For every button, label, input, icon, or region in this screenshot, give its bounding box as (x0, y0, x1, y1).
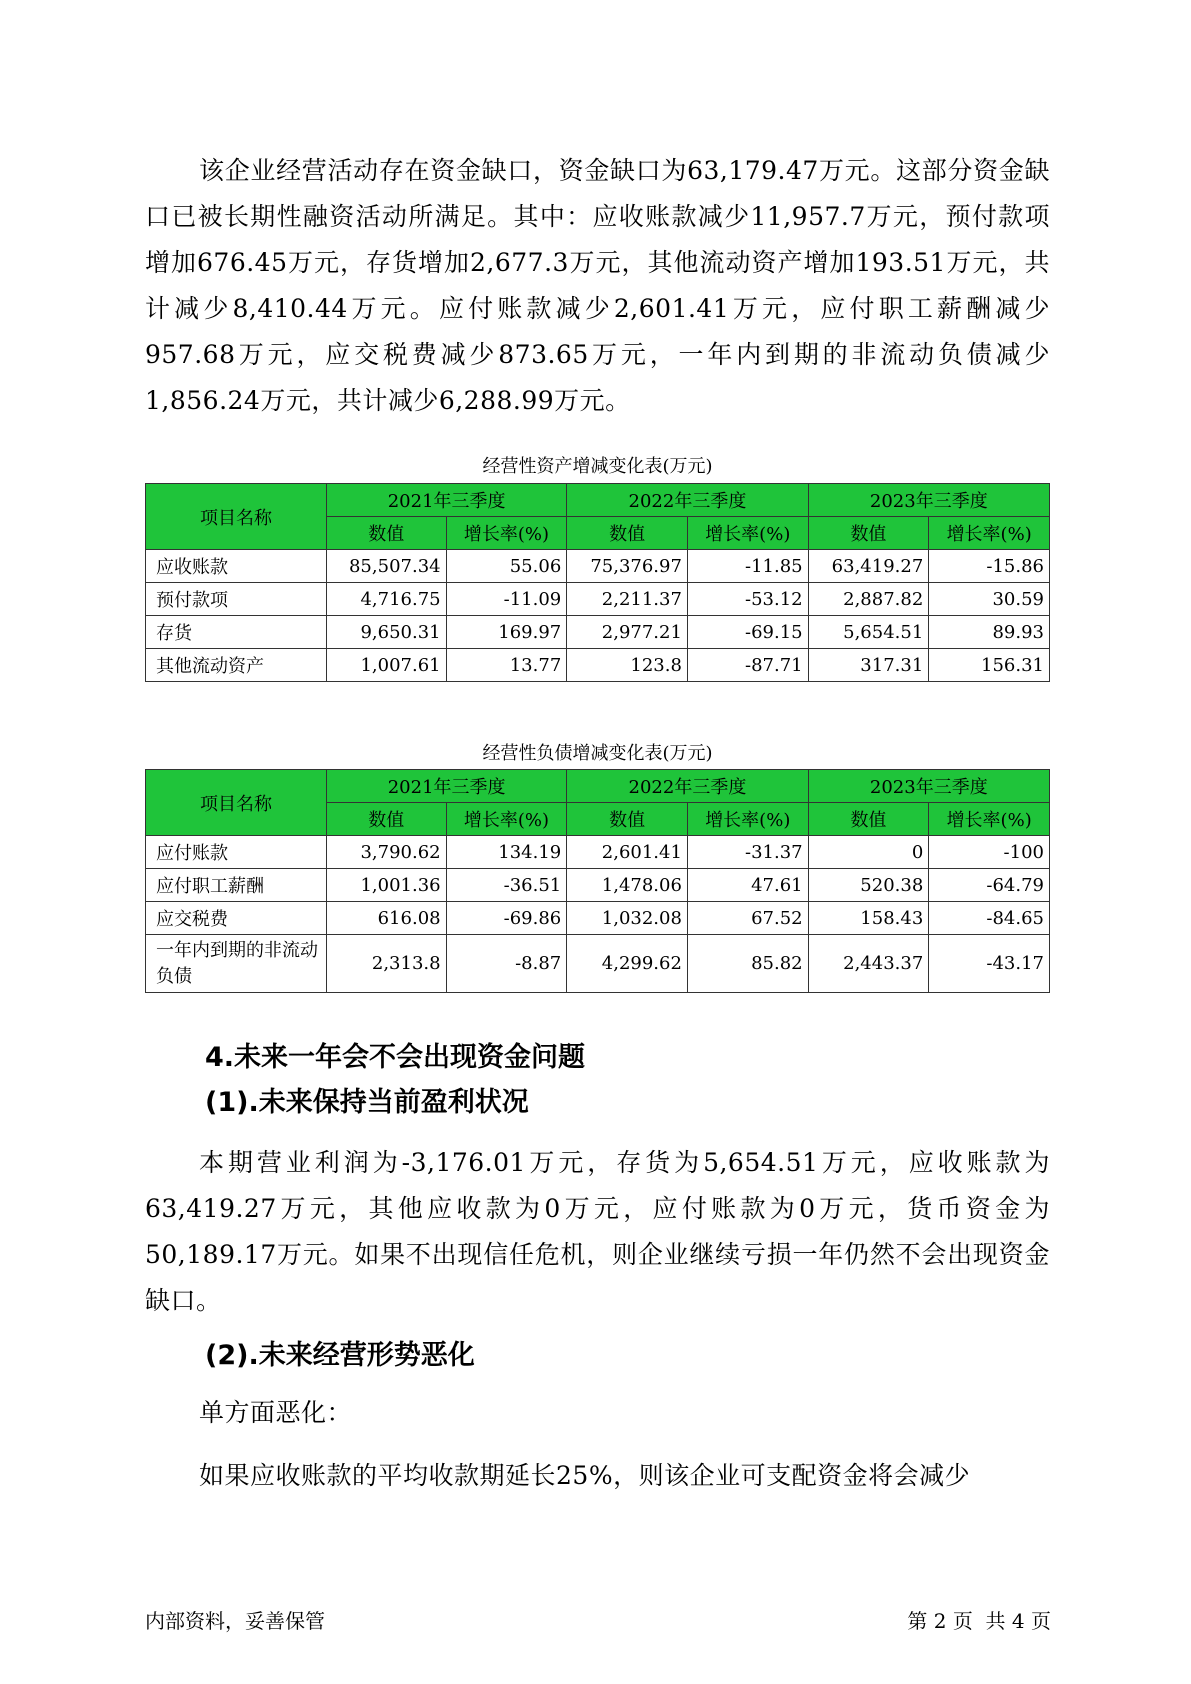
header-period-2021: 2021年三季度 (327, 770, 567, 803)
table-row (146, 583, 1050, 616)
cell-growth: -31.37 (687, 836, 808, 869)
row-label: 预付款项 (146, 583, 327, 616)
cell-value: 2,887.82 (808, 583, 929, 616)
cell-growth: -11.09 (446, 583, 567, 616)
header-item-name: 项目名称 (146, 484, 327, 550)
header-value: 数值 (808, 803, 929, 836)
cell-value: 1,007.61 (327, 649, 447, 682)
cell-value: 2,601.41 (567, 836, 688, 869)
header-growth: 增长率(%) (446, 517, 567, 550)
cell-growth: -15.86 (929, 550, 1050, 583)
cell-value: 2,211.37 (567, 583, 688, 616)
row-label: 存货 (146, 616, 327, 649)
cell-growth: 169.97 (446, 616, 567, 649)
section-heading-funding-risk: 4.未来一年会不会出现资金问题 (205, 1042, 586, 1073)
header-growth: 增长率(%) (929, 803, 1050, 836)
row-label: 一年内到期的非流动负债 (146, 935, 327, 993)
paragraph-current-profit: 本期营业利润为-3,176.01万元，存货为5,654.51万元，应收账款为63,419.27万元，其他应收款为0万元，应付账款为0万元，货币资金为50,189.17万元。如果不出现信任危机，则企业继续亏损一年仍然不会出现资金缺口。 (145, 1148, 1050, 1315)
cell-growth: -64.79 (929, 869, 1050, 902)
row-label: 应付账款 (146, 836, 327, 869)
cell-growth: -43.17 (929, 935, 1050, 993)
cell-value: 317.31 (808, 649, 929, 682)
table-row (146, 869, 1050, 902)
table-row (146, 616, 1050, 649)
cell-growth: 47.61 (687, 869, 808, 902)
cell-value: 158.43 (808, 902, 929, 935)
cell-value: 9,650.31 (327, 616, 447, 649)
cell-value: 85,507.34 (327, 550, 447, 583)
cell-value: 3,790.62 (327, 836, 447, 869)
subheading-current-profit: (1).未来保持当前盈利状况 (205, 1087, 529, 1118)
cell-growth: 156.31 (929, 649, 1050, 682)
cell-growth: 55.06 (446, 550, 567, 583)
cell-value: 1,032.08 (567, 902, 688, 935)
cell-growth: -69.15 (687, 616, 808, 649)
cell-growth: 13.77 (446, 649, 567, 682)
cell-growth: 89.93 (929, 616, 1050, 649)
header-growth: 增长率(%) (687, 517, 808, 550)
footer-confidential: 内部资料，妥善保管 (145, 1609, 325, 1633)
cell-growth: -36.51 (446, 869, 567, 902)
cell-value: 2,313.8 (327, 935, 447, 993)
cell-growth: -84.65 (929, 902, 1050, 935)
paragraph-unilateral: 单方面恶化： (199, 1398, 353, 1427)
cell-value: 0 (808, 836, 929, 869)
header-period-2023: 2023年三季度 (808, 770, 1049, 803)
cell-growth: -87.71 (687, 649, 808, 682)
cell-growth: -11.85 (687, 550, 808, 583)
cell-value: 520.38 (808, 869, 929, 902)
header-period-2021: 2021年三季度 (327, 484, 567, 517)
paragraph-receivable-extension: 如果应收账款的平均收款期延长25%，则该企业可支配资金将会减少 (199, 1461, 971, 1490)
header-item-name: 项目名称 (146, 770, 327, 836)
cell-value: 4,716.75 (327, 583, 447, 616)
cell-growth: 134.19 (446, 836, 567, 869)
row-label: 应交税费 (146, 902, 327, 935)
table-row (146, 649, 1050, 682)
liabilities-change-table (145, 769, 1050, 993)
table-row (146, 550, 1050, 583)
cell-growth: 85.82 (687, 935, 808, 993)
header-value: 数值 (327, 517, 447, 550)
cell-value: 75,376.97 (567, 550, 688, 583)
header-growth: 增长率(%) (687, 803, 808, 836)
header-value: 数值 (567, 517, 688, 550)
cell-value: 1,478.06 (567, 869, 688, 902)
cell-value: 63,419.27 (808, 550, 929, 583)
table-caption-assets: 经营性资产增减变化表(万元) (482, 456, 713, 477)
cell-value: 1,001.36 (327, 869, 447, 902)
header-value: 数值 (327, 803, 447, 836)
table-row (146, 935, 1050, 993)
header-period-2022: 2022年三季度 (567, 770, 808, 803)
paragraph-funding-gap: 该企业经营活动存在资金缺口，资金缺口为63,179.47万元。这部分资金缺口已被长期性融资活动所满足。其中：应收账款减少11,957.7万元，预付款项增加676.45万元，存货增加2,677.3万元，其他流动资产增加193.51万元，共计减少8,410.44万元。应付账款减少2,601.41万元，应付职工薪酬减少957.68万元，应交税费减少873.65万元，一年内到期的非流动负债减少1,856.24万元，共计减少6,288.99万元。 (145, 156, 1050, 415)
table-row (146, 836, 1050, 869)
header-period-2023: 2023年三季度 (808, 484, 1049, 517)
cell-growth: 67.52 (687, 902, 808, 935)
row-label: 其他流动资产 (146, 649, 327, 682)
cell-growth: 30.59 (929, 583, 1050, 616)
cell-growth: -100 (929, 836, 1050, 869)
table-caption-liabilities: 经营性负债增减变化表(万元) (482, 743, 713, 764)
header-period-2022: 2022年三季度 (567, 484, 808, 517)
cell-value: 4,299.62 (567, 935, 688, 993)
cell-value: 123.8 (567, 649, 688, 682)
row-label: 应收账款 (146, 550, 327, 583)
header-value: 数值 (567, 803, 688, 836)
header-growth: 增长率(%) (929, 517, 1050, 550)
footer-page-number: 第 2 页 共 4 页 (907, 1609, 1051, 1633)
cell-value: 5,654.51 (808, 616, 929, 649)
cell-value: 2,443.37 (808, 935, 929, 993)
table-row (146, 902, 1050, 935)
cell-growth: -53.12 (687, 583, 808, 616)
cell-growth: -69.86 (446, 902, 567, 935)
assets-change-table (145, 483, 1050, 682)
cell-value: 616.08 (327, 902, 447, 935)
cell-value: 2,977.21 (567, 616, 688, 649)
header-value: 数值 (808, 517, 929, 550)
row-label: 应付职工薪酬 (146, 869, 327, 902)
header-growth: 增长率(%) (446, 803, 567, 836)
cell-growth: -8.87 (446, 935, 567, 993)
subheading-deterioration: (2).未来经营形势恶化 (205, 1340, 475, 1371)
